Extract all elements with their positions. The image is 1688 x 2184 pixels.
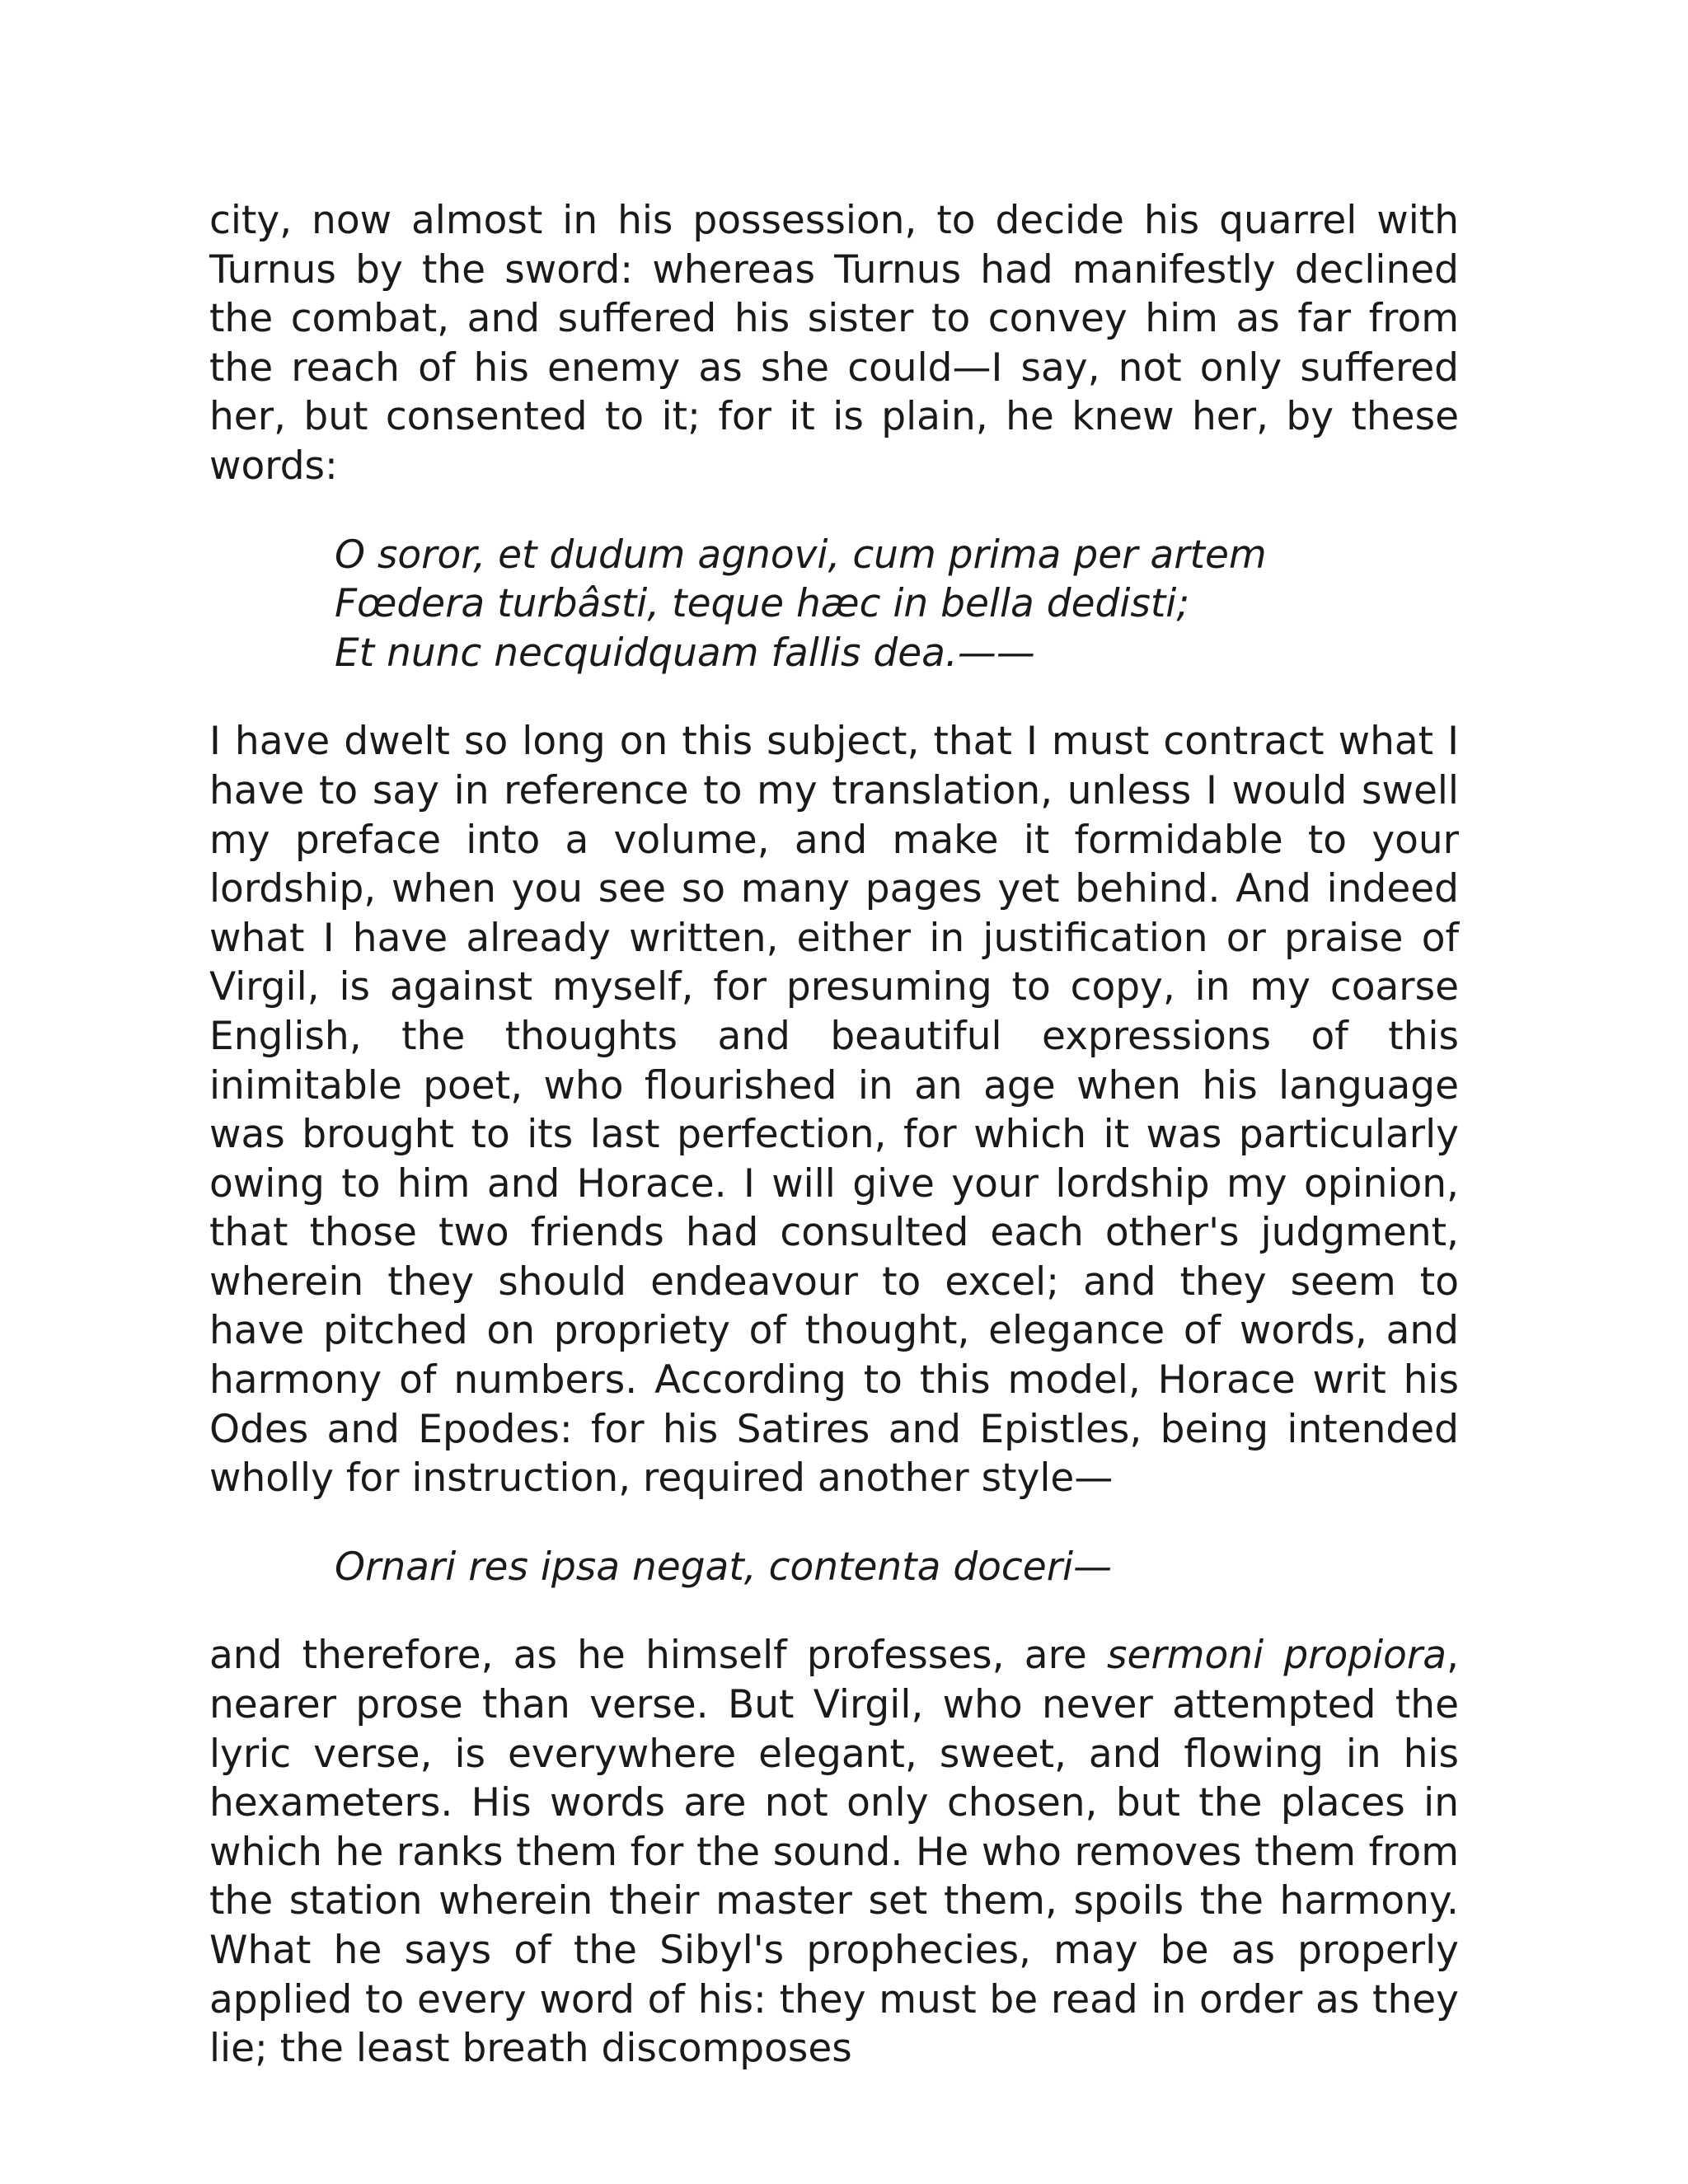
verse-line: Et nunc necquidquam fallis dea.—— — [335, 630, 1035, 676]
verse-quote-2 — [335, 1543, 1459, 1592]
spacer — [209, 491, 1459, 531]
spacer — [209, 677, 1459, 717]
paragraph-3-rest: , nearer prose than verse. But Virgil, who never attempted the lyric verse, is everywhere elegant, sweet, and flowing in his hexameters. His words are not only chosen, but the places in which he ranks them for the sound. He who removes them from the station wherein their master set them, spoils the harmony. What he says of the Sibyl's prophecies, may be as properly applied to every word of his: they must be read in order as they lie; the least breath discomposes — [209, 1633, 1459, 2072]
spacer — [209, 1591, 1459, 1631]
paragraph-3-start: and therefore, as he himself professes, are — [209, 1633, 1108, 1679]
verse-line: O soror, et dudum agnovi, cum prima per artem — [335, 532, 1267, 578]
latin-phrase: sermoni propiora — [1107, 1633, 1447, 1679]
verse-line: Ornari res ipsa negat, contenta doceri— — [335, 1544, 1113, 1590]
verse-quote-1 — [335, 531, 1459, 678]
paragraph-3 — [209, 1631, 1459, 2073]
verse-line: Fœdera turbâsti, teque hæc in bella dedisti; — [335, 581, 1190, 627]
spacer — [209, 1503, 1459, 1543]
paragraph-1: city, now almost in his possession, to decide his quarrel with Turnus by the sword: whereas Turnus had manifestly declined the combat, and suffered his sister to convey him as far from the reach of his enemy as she could—I say, not only suffered her, but consented to it; for it is plain, he knew her, by these words: — [209, 198, 1459, 489]
page-text — [209, 196, 1459, 2074]
paragraph-2: I have dwelt so long on this subject, that I must contract what I have to say in reference to my translation, unless I would swell my preface into a volume, and make it formidable to your lordship, when you see so many pages yet behind. And indeed what I have already written, either in justification or praise of Virgil, is against myself, for presuming to copy, in my coarse English, the thoughts and beautiful expressions of this inimitable poet, who flourished in an age when his language was brought to its last perfection, for which it was particularly owing to him and Horace. I will give your lordship my opinion, that those two friends had consulted each other's judgment, wherein they should endeavour to excel; and they seem to have pitched on propriety of thought, elegance of words, and harmony of numbers. According to this model, Horace writ his Odes and Epodes: for his Satires and Epistles, being intended wholly for instruction, required another style— — [209, 719, 1459, 1502]
